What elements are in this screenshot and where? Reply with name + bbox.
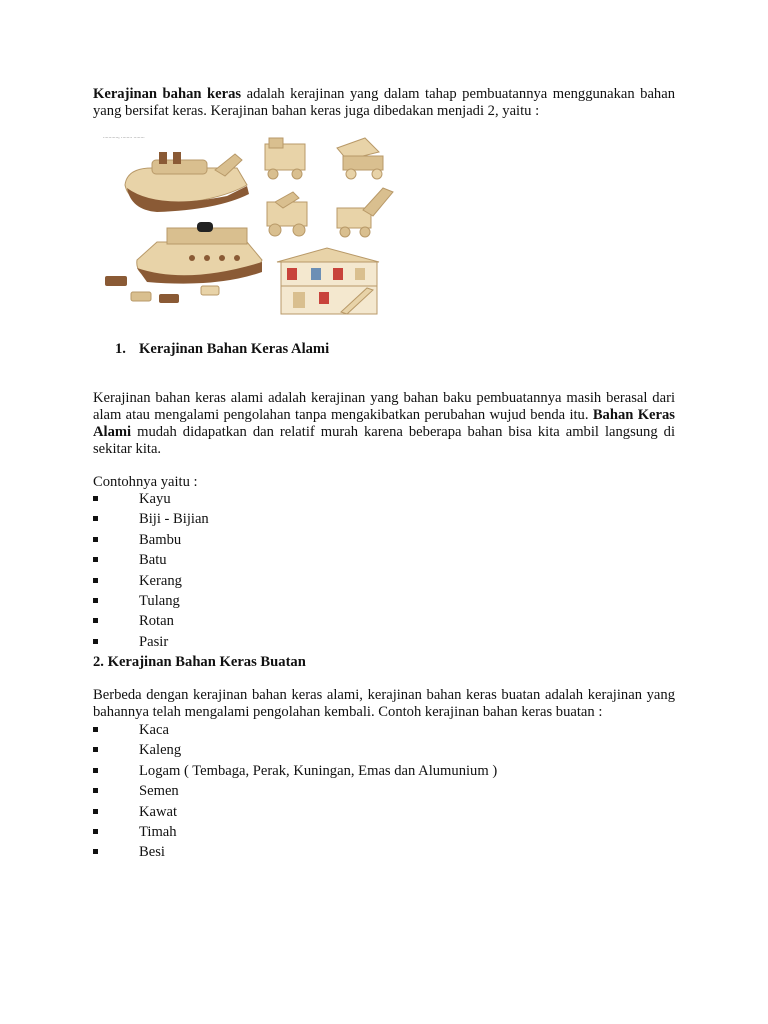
section-2-heading: 2. Kerajinan Bahan Keras Buatan (93, 654, 306, 670)
list-item (93, 571, 209, 591)
list-item-label: Pasir (139, 633, 169, 650)
list-item-label: Kawat (139, 803, 178, 820)
examples-label: Contohnya yaitu : (93, 474, 198, 490)
list-item (93, 822, 497, 842)
section-2-paragraph: Berbeda dengan kerajinan bahan keras alami, kerajinan bahan keras buatan adalah kerajinan yang bahannya telah mengalami pengolahan kembali. Contoh kerajinan bahan keras buatan : (93, 687, 675, 720)
list-item (93, 632, 209, 652)
list-item (93, 509, 209, 529)
bullet-icon (93, 516, 98, 521)
natural-materials-list (93, 489, 209, 652)
list-item-label: Tulang (139, 592, 180, 609)
intro-text: adalah kerajinan yang dalam tahap pembuatannya menggunakan bahan yang bersifat keras. Kerajinan bahan keras juga dibedakan menjadi 2, yaitu : (93, 86, 675, 119)
bullet-icon (93, 747, 98, 752)
figure-caption: ..........., ........ ........ (103, 134, 145, 140)
list-item (93, 842, 497, 862)
list-item (93, 761, 497, 781)
bullet-icon (93, 809, 98, 814)
wooden-dump-truck-toy (337, 138, 383, 179)
bullet-icon (93, 578, 98, 583)
intro-paragraph (93, 86, 675, 120)
artificial-materials-list (93, 720, 497, 863)
intro-bold-term: Kerajinan bahan keras (93, 86, 242, 102)
wooden-ship-toy (125, 152, 249, 212)
list-item (93, 802, 497, 822)
section-1-bold-term: Bahan Keras Alami (93, 407, 675, 440)
list-item-label: Semen (139, 783, 179, 800)
list-item-label: Bambu (139, 531, 182, 548)
list-item (93, 591, 209, 611)
wooden-crane-truck-toy (267, 192, 307, 236)
list-item-label: Logam ( Tembaga, Perak, Kuningan, Emas dan Alumunium ) (139, 762, 498, 779)
list-item-label: Timah (139, 823, 177, 840)
wooden-dollhouse (277, 248, 379, 314)
list-item (93, 611, 209, 631)
bullet-icon (93, 557, 98, 562)
list-item (93, 530, 209, 550)
list-item-label: Besi (139, 844, 165, 861)
section-1-text-before: Kerajinan bahan keras alami adalah kerajinan yang bahan baku pembuatannya masih berasal dari alam atau mengalami pengolahan tanpa mengakibatkan perubahan wujud benda itu. (93, 390, 675, 423)
list-item (93, 720, 497, 740)
section-1-text-after: mudah didapatkan dan relatif murah karena beberapa bahan bisa kita ambil langsung di sekitar kita. (93, 424, 675, 457)
wooden-toys-figure (97, 130, 397, 325)
section-1-paragraph (93, 390, 675, 458)
list-item-label: Kayu (139, 491, 171, 507)
section-1-number: 1. (115, 341, 126, 357)
bullet-icon (93, 598, 98, 603)
bullet-icon (93, 537, 98, 542)
section-1-heading (115, 341, 329, 358)
list-item-label: Kerang (139, 572, 182, 589)
wooden-toys-image (97, 130, 397, 325)
list-item-label: Kaca (139, 722, 169, 738)
list-item (93, 781, 497, 801)
list-item-label: Rotan (139, 613, 174, 630)
bullet-icon (93, 727, 98, 732)
wooden-excavator-toy (337, 188, 393, 237)
list-item-label: Kaleng (139, 742, 182, 759)
wooden-ferry-toy (105, 222, 262, 303)
bullet-icon (93, 788, 98, 793)
list-item (93, 550, 209, 570)
list-item (93, 489, 209, 509)
bullet-icon (93, 849, 98, 854)
section-1-title: Kerajinan Bahan Keras Alami (139, 341, 330, 357)
list-item-label: Batu (139, 552, 167, 569)
wooden-train-toy (265, 138, 305, 179)
bullet-icon (93, 618, 98, 623)
bullet-icon (93, 768, 98, 773)
list-item-label: Biji - Bijian (139, 511, 209, 528)
bullet-icon (93, 639, 98, 644)
list-item (93, 740, 497, 760)
bullet-icon (93, 496, 98, 501)
bullet-icon (93, 829, 98, 834)
